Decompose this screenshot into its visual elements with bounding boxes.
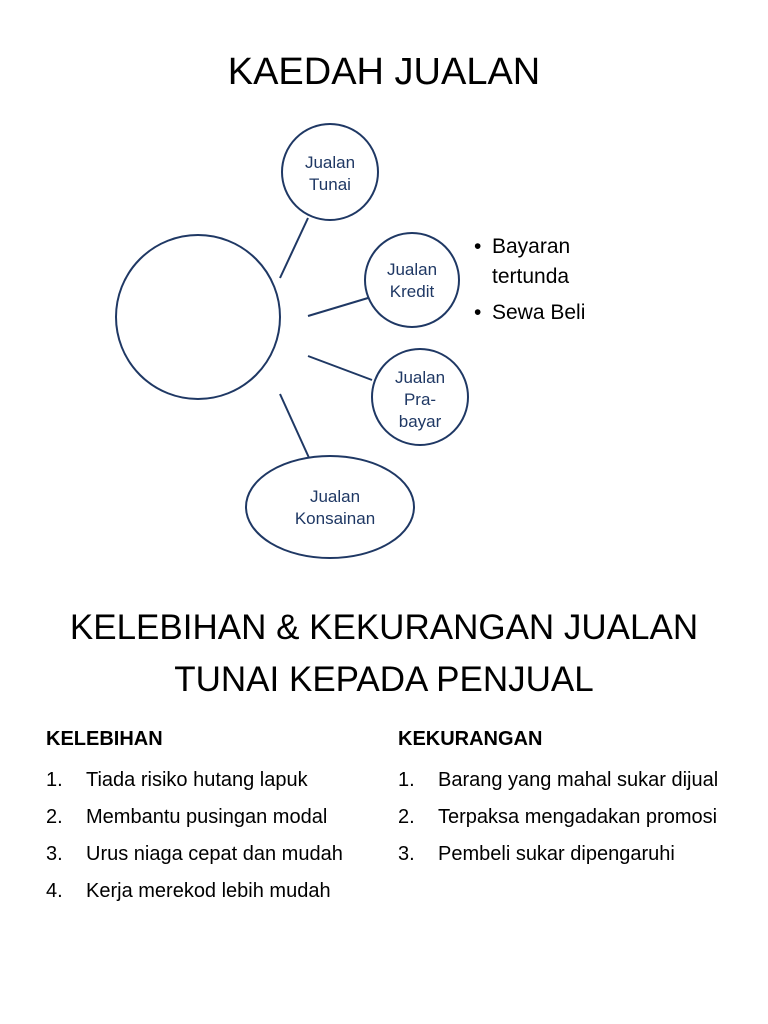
- list-item: [472, 232, 652, 292]
- node-jualan-kredit: [365, 233, 459, 327]
- list-item: [46, 765, 376, 796]
- kekurangan-heading: KEKURANGAN: [398, 728, 543, 750]
- node-label-line: Jualan: [309, 487, 361, 506]
- connector-tunai: [280, 218, 308, 278]
- list-item: [46, 876, 376, 907]
- section-title: [0, 602, 768, 706]
- connector-prabayar: [308, 356, 372, 380]
- item-text: Tiada risiko hutang lapuk: [86, 769, 308, 791]
- kelebihan-list: [46, 765, 376, 907]
- list-item: [398, 765, 738, 796]
- section-title-line: KELEBIHAN & KEKURANGAN JUALAN: [69, 608, 699, 647]
- item-text: Kerja merekod lebih mudah: [86, 880, 331, 902]
- node-jualan-tunai: [282, 124, 378, 220]
- page-title: KAEDAH JUALAN: [227, 51, 541, 93]
- node-label-line: bayar: [398, 412, 442, 431]
- list-item: [472, 298, 652, 328]
- sales-method-diagram: [0, 110, 768, 570]
- node-label-line: Pra-: [403, 390, 437, 409]
- item-text: Urus niaga cepat dan mudah: [86, 843, 343, 865]
- node-label-line: Tunai: [309, 175, 351, 194]
- item-number: 3.: [46, 843, 63, 865]
- list-item: [46, 839, 376, 870]
- bullet-text: Sewa Beli: [492, 301, 586, 324]
- item-number: 2.: [398, 806, 415, 828]
- kredit-bullet-list: [472, 232, 652, 334]
- list-item: [398, 839, 738, 870]
- node-jualan-prabayar: [372, 349, 468, 445]
- kelebihan-heading: KELEBIHAN: [46, 728, 163, 750]
- node-label-line: Konsainan: [294, 509, 376, 528]
- center-circle: [116, 235, 280, 399]
- item-number: 3.: [398, 843, 415, 865]
- item-number: 2.: [46, 806, 63, 828]
- connector-kredit: [308, 298, 368, 316]
- item-text: Membantu pusingan modal: [86, 806, 328, 828]
- list-item: [46, 802, 376, 833]
- kekurangan-list: [398, 765, 738, 870]
- kekurangan-column: [398, 728, 738, 876]
- item-text: Barang yang mahal sukar dijual: [438, 769, 719, 791]
- list-item: [398, 802, 738, 833]
- bullet-dot: •: [474, 235, 482, 258]
- bullet-text: Bayaran tertunda: [492, 235, 571, 288]
- item-number: 1.: [46, 769, 63, 791]
- node-jualan-konsainan: [246, 456, 414, 558]
- item-text: Terpaksa mengadakan promosi: [438, 806, 718, 828]
- item-number: 1.: [398, 769, 415, 791]
- node-label-line: Jualan: [304, 153, 356, 172]
- section-title-line: TUNAI KEPADA PENJUAL: [174, 660, 594, 699]
- item-number: 4.: [46, 880, 63, 902]
- node-label-line: Kredit: [389, 282, 435, 301]
- kelebihan-column: [46, 728, 376, 913]
- node-label-line: Jualan: [394, 368, 446, 387]
- connector-konsainan: [280, 394, 310, 460]
- item-text: Pembeli sukar dipengaruhi: [438, 843, 675, 865]
- node-label-line: Jualan: [386, 260, 438, 279]
- bullet-dot: •: [474, 301, 482, 324]
